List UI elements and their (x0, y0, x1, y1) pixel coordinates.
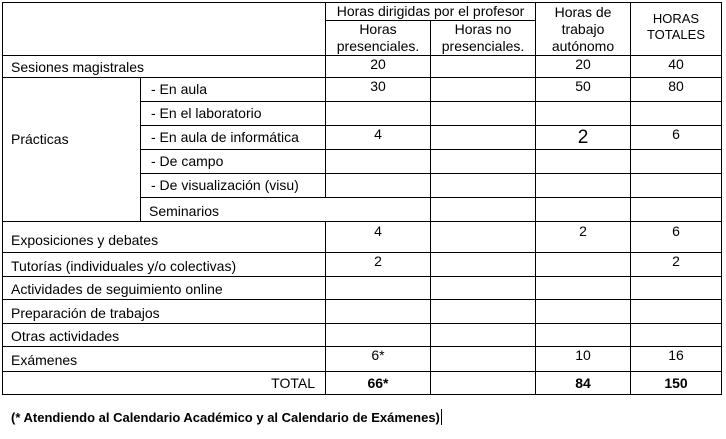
row-label-practicas: Prácticas (3, 78, 141, 222)
text-cursor (441, 409, 442, 425)
cell-campo-total (631, 150, 722, 174)
row-label-seminarios: Seminarios (141, 198, 431, 222)
hours-table (2, 2, 722, 395)
cell-seminarios-no-presenciales (536, 198, 631, 222)
table-row (3, 56, 722, 78)
table-row (3, 300, 722, 324)
cell-otras-autonomo (536, 324, 631, 347)
cell-seguimiento-presenciales (326, 277, 431, 300)
cell-visu-total (631, 174, 722, 198)
row-label-en-aula: - En aula (141, 78, 326, 102)
row-label-total: TOTAL (3, 372, 326, 395)
cell-preparacion-autonomo (536, 300, 631, 324)
row-label-en-laboratorio: - En el laboratorio (141, 102, 326, 126)
cell-campo-autonomo (536, 150, 631, 174)
cell-examenes-no-presenciales (431, 347, 536, 372)
cell-visu-no-presenciales (431, 174, 536, 198)
cell-aula-autonomo: 50 (536, 78, 631, 102)
cell-campo-no-presenciales (431, 150, 536, 174)
cell-seguimiento-autonomo (536, 277, 631, 300)
cell-tutorias-presenciales: 2 (326, 253, 431, 277)
cell-seguimiento-total (631, 277, 722, 300)
cell-informatica-presenciales: 4 (326, 126, 431, 150)
cell-exposiciones-no-presenciales (431, 222, 536, 253)
cell-exposiciones-total: 6 (631, 222, 722, 253)
table-row-total (3, 372, 722, 395)
table-row (3, 277, 722, 300)
row-label-tutorias: Tutorías (individuales y/o colectivas) (3, 253, 326, 277)
cell-informatica-autonomo: 2 (536, 126, 631, 150)
cell-informatica-no-presenciales (431, 126, 536, 150)
cell-sesiones-presenciales: 20 (326, 56, 431, 78)
cell-laboratorio-presenciales (326, 102, 431, 126)
cell-total-total: 150 (631, 372, 722, 395)
header-horas-autonomo: Horas de trabajo autónomo (536, 3, 631, 56)
cell-preparacion-presenciales (326, 300, 431, 324)
row-label-visualizacion: - De visualización (visu) (141, 174, 326, 198)
table-row (3, 78, 722, 102)
row-label-otras: Otras actividades (3, 324, 326, 347)
cell-otras-total (631, 324, 722, 347)
header-horas-totales: HORAS TOTALES (631, 3, 722, 56)
cell-examenes-autonomo: 10 (536, 347, 631, 372)
cell-laboratorio-total (631, 102, 722, 126)
row-label-seguimiento: Actividades de seguimiento online (3, 277, 326, 300)
row-label-exposiciones: Exposiciones y debates (3, 222, 326, 253)
row-label-sesiones: Sesiones magistrales (3, 56, 326, 78)
cell-otras-no-presenciales (431, 324, 536, 347)
cell-seguimiento-no-presenciales (431, 277, 536, 300)
table-row (3, 347, 722, 372)
cell-aula-presenciales: 30 (326, 78, 431, 102)
table-row (3, 222, 722, 253)
cell-tutorias-no-presenciales (431, 253, 536, 277)
cell-sesiones-total: 40 (631, 56, 722, 78)
row-label-de-campo: - De campo (141, 150, 326, 174)
cell-total-presenciales: 66* (326, 372, 431, 395)
footnote (11, 409, 442, 425)
cell-laboratorio-no-presenciales (431, 102, 536, 126)
cell-tutorias-autonomo (536, 253, 631, 277)
cell-aula-total: 80 (631, 78, 722, 102)
footnote-text: (* Atendiendo al Calendario Académico y al Calendario de Exámenes) (11, 410, 440, 425)
cell-examenes-presenciales: 6* (326, 347, 431, 372)
table-row (3, 324, 722, 347)
cell-sesiones-autonomo: 20 (536, 56, 631, 78)
header-horas-no-presenciales: Horas no presenciales. (431, 21, 536, 56)
cell-exposiciones-presenciales: 4 (326, 222, 431, 253)
cell-visu-autonomo (536, 174, 631, 198)
cell-visu-presenciales (326, 174, 431, 198)
cell-sesiones-no-presenciales (431, 56, 536, 78)
cell-laboratorio-autonomo (536, 102, 631, 126)
row-label-aula-informatica: - En aula de informática (141, 126, 326, 150)
cell-seminarios-autonomo (631, 198, 722, 222)
cell-total-no-presenciales (431, 372, 536, 395)
cell-preparacion-total (631, 300, 722, 324)
cell-aula-no-presenciales (431, 78, 536, 102)
row-label-examenes: Exámenes (3, 347, 326, 372)
cell-preparacion-no-presenciales (431, 300, 536, 324)
cell-total-autonomo: 84 (536, 372, 631, 395)
row-label-preparacion: Preparación de trabajos (3, 300, 326, 324)
header-empty-cell (3, 3, 326, 56)
cell-campo-presenciales (326, 150, 431, 174)
cell-tutorias-total: 2 (631, 253, 722, 277)
cell-exposiciones-autonomo: 2 (536, 222, 631, 253)
cell-informatica-total: 6 (631, 126, 722, 150)
cell-otras-presenciales (326, 324, 431, 347)
header-horas-dirigidas: Horas dirigidas por el profesor (326, 3, 536, 21)
cell-seminarios-presenciales (431, 198, 536, 222)
table-row (3, 253, 722, 277)
header-horas-presenciales: Horas presenciales. (326, 21, 431, 56)
cell-examenes-total: 16 (631, 347, 722, 372)
